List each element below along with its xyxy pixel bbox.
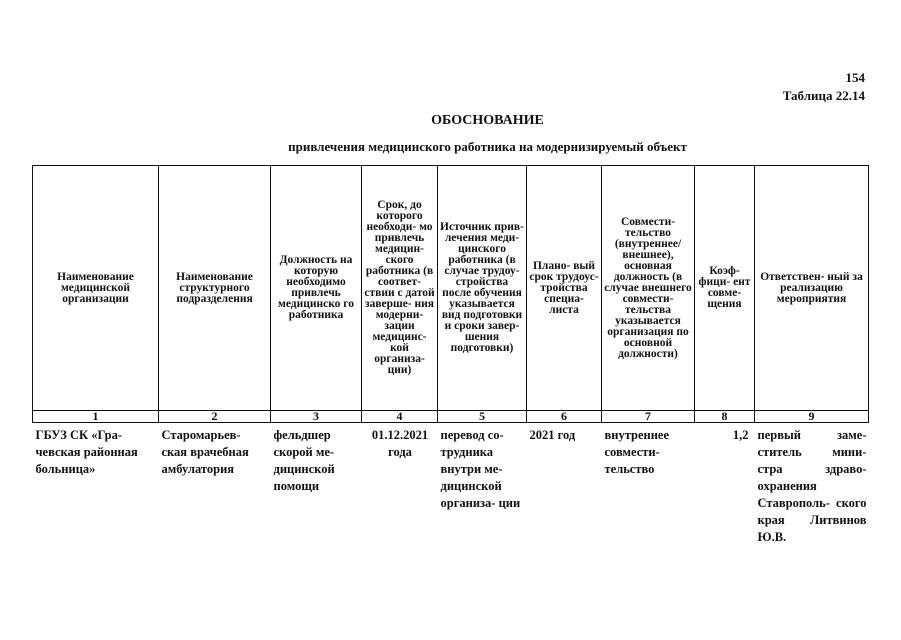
- column-number: 7: [602, 411, 695, 423]
- column-header-department: Наименование структурного подразделения: [159, 166, 271, 411]
- document-subtitle: привлечения медицинского работника на модернизируемый объект: [288, 139, 687, 154]
- header-row: [33, 166, 869, 411]
- column-header-responsible: Ответствен- ный за реализацию мероприятия: [755, 166, 869, 411]
- column-number: 9: [755, 411, 869, 423]
- column-header-coefficient: Коэф- фици- ент совме- щения: [695, 166, 755, 411]
- column-number: 2: [159, 411, 271, 423]
- cell-deadline: 01.12.2021 года: [371, 428, 429, 459]
- table-row: [33, 423, 869, 547]
- column-header-combination: Совмести- тельство (внутреннее/ внешнее), основная должность (в случае внешнего совмести- тельства указывается организация по основной должности): [602, 166, 695, 411]
- column-number: 5: [438, 411, 527, 423]
- column-number-row: [33, 411, 869, 423]
- cell-combination: внутреннее совмести- тельство: [604, 428, 669, 476]
- document-title: ОБОСНОВАНИЕ: [431, 113, 544, 128]
- column-header-position: Должность на которую необходимо привлечь медицинско го работника: [271, 166, 362, 411]
- table-label: Таблица 22.14: [782, 88, 865, 103]
- cell-source: перевод со- трудника внутри ме- дицинской организа- ции: [440, 428, 521, 510]
- column-number: 3: [271, 411, 362, 423]
- cell-coefficient: 1,2: [732, 428, 749, 442]
- column-number: 8: [695, 411, 755, 423]
- column-header-organization: Наименование медицинской организации: [33, 166, 159, 411]
- column-number: 4: [362, 411, 438, 423]
- column-header-planned-term: Плано- вый срок трудоус- тройства специа- листа: [527, 166, 602, 411]
- column-number: 6: [527, 411, 602, 423]
- cell-planned-term: 2021 год: [529, 428, 576, 442]
- justification-table: [32, 165, 869, 546]
- column-header-deadline: Срок, до которого необходи- мо привлечь медицин- ского работника (в соответ- ствии с датой заверше- ния модерни- зации медицинс- кой организа- ции): [362, 166, 438, 411]
- cell-position: фельдшер скорой ме- дицинской помощи: [273, 428, 335, 493]
- cell-responsible: первый заме- ститель мини- стра здраво- охранения Ставрополь- ского края Литвинов Ю.В.: [757, 428, 867, 544]
- page-number: 154: [845, 70, 865, 85]
- cell-organization: ГБУЗ СК «Гра- чевская районная больница»: [35, 428, 138, 476]
- column-number: 1: [33, 411, 159, 423]
- column-header-source: Источник прив- лечения меди- цинского работника (в случае трудоу- стройства после обучения указывается вид подготовки и сроки завер- шения подготовки): [438, 166, 527, 411]
- cell-department: Старомарьев- ская врачебная амбулатория: [161, 428, 249, 476]
